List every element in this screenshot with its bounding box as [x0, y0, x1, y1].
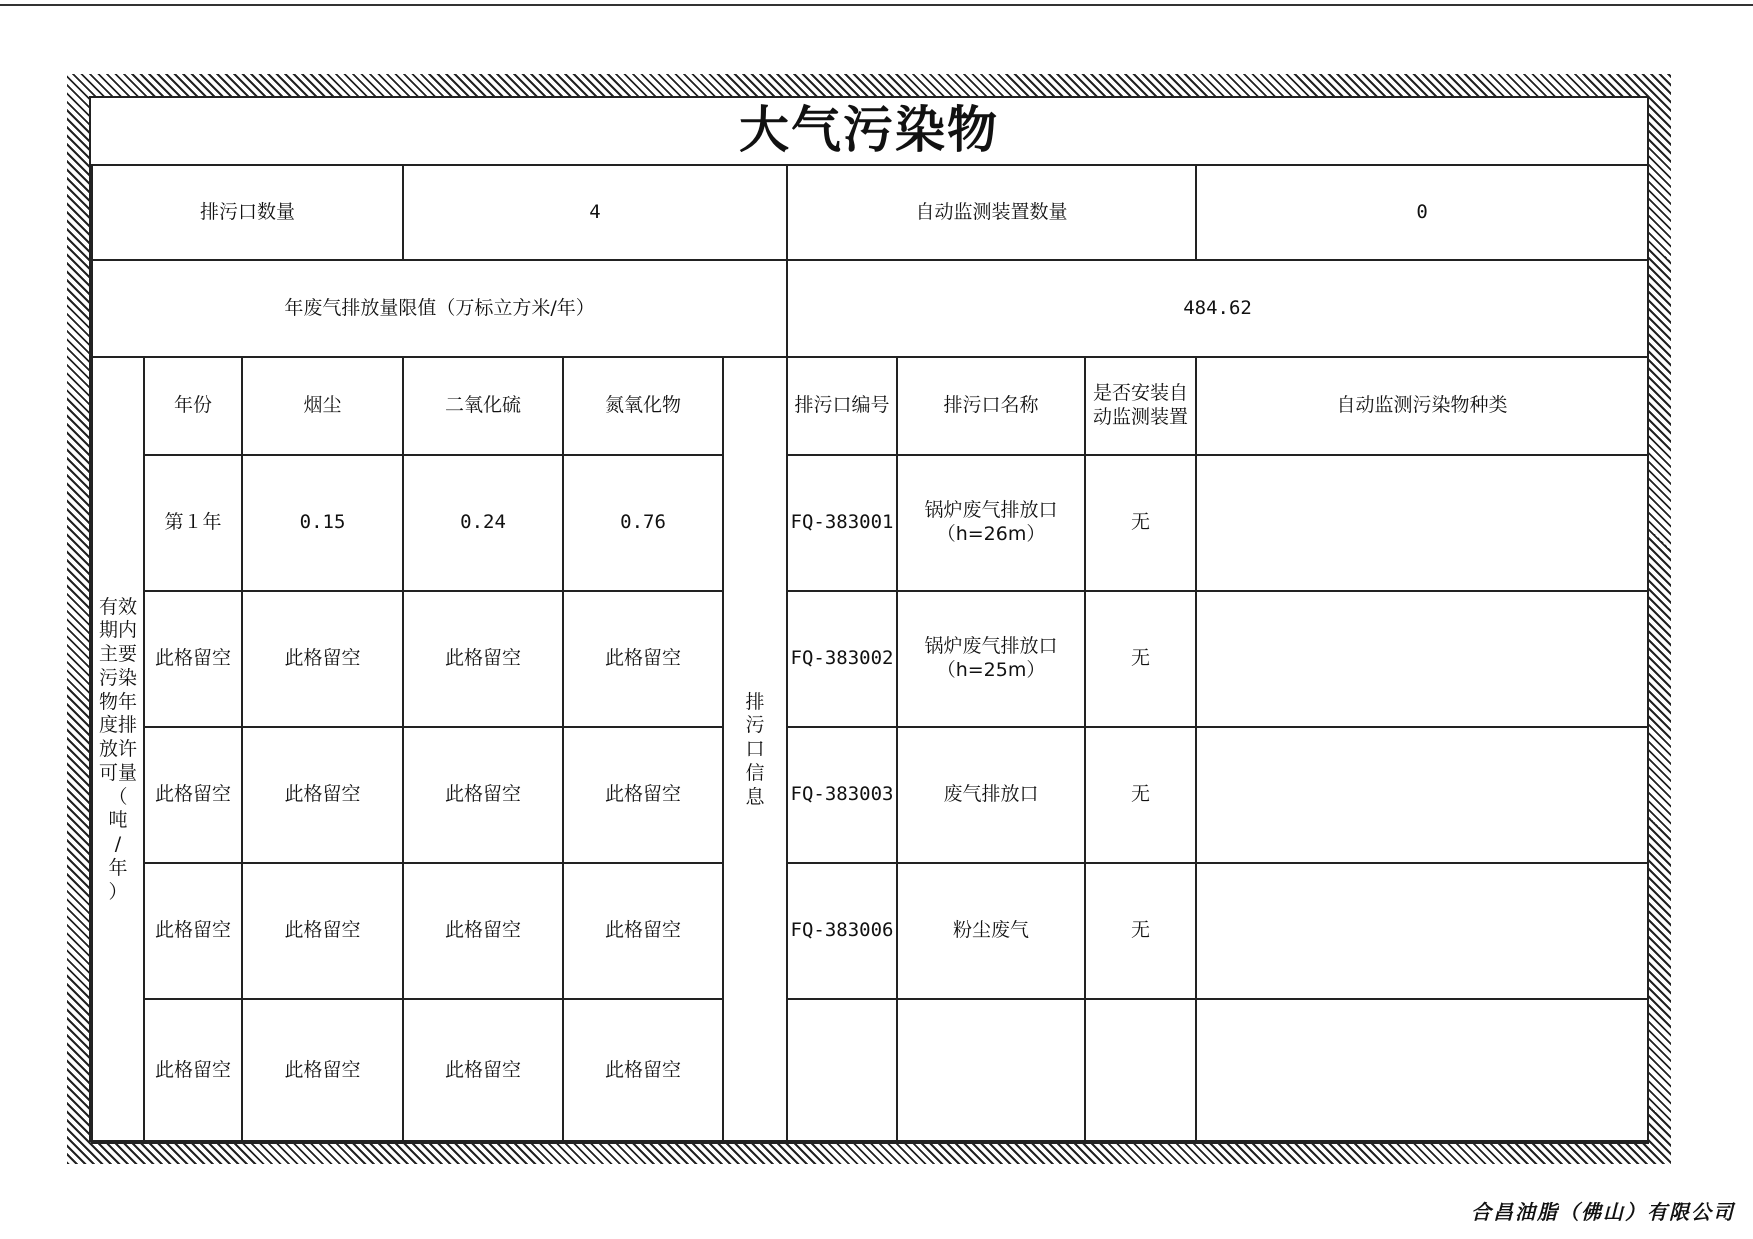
cell-so2: 此格留空: [403, 863, 563, 999]
table-row: [92, 863, 1648, 999]
limit-label: 年废气排放量限值（万标立方米/年）: [92, 260, 787, 357]
cell-auto-monitor: [1085, 999, 1196, 1143]
certificate-border: [67, 74, 1671, 1164]
table-row: [92, 727, 1648, 863]
summary-row-2: [92, 260, 1648, 357]
page-title: 大气污染物: [739, 101, 999, 159]
header-dust: 烟尘: [242, 357, 403, 455]
header-outlet-code: 排污口编号: [787, 357, 897, 455]
cell-monitor-types: [1196, 455, 1648, 591]
certificate-body: [89, 96, 1649, 1142]
header-outlet-name: 排污口名称: [897, 357, 1085, 455]
cell-dust: 此格留空: [242, 999, 403, 1143]
cell-monitor-types: [1196, 727, 1648, 863]
company-footer: 合昌油脂（佛山）有限公司: [1471, 1200, 1735, 1224]
cell-so2: 此格留空: [403, 999, 563, 1143]
outlet-count-value: 4: [403, 165, 787, 260]
pollutant-table: [91, 164, 1649, 1144]
cell-outlet-name: 废气排放口: [897, 727, 1085, 863]
cell-outlet-code: FQ-383002: [787, 591, 897, 727]
cell-year: 第１年: [144, 455, 242, 591]
cell-auto-monitor: 无: [1085, 455, 1196, 591]
cell-monitor-types: [1196, 591, 1648, 727]
header-so2: 二氧化硫: [403, 357, 563, 455]
cell-so2: 此格留空: [403, 591, 563, 727]
cell-outlet-code: FQ-383003: [787, 727, 897, 863]
permit-side-label: 有效 期内 主要 污染 物年 度排 放许 可量 （ 吨 / 年 ）: [92, 357, 144, 1143]
table-row: [92, 591, 1648, 727]
cell-dust: 此格留空: [242, 863, 403, 999]
cell-year: 此格留空: [144, 999, 242, 1143]
outlet-count-label: 排污口数量: [92, 165, 403, 260]
cell-so2: 此格留空: [403, 727, 563, 863]
outlet-side-label: 排 污 口 信 息: [723, 357, 787, 1143]
cell-auto-monitor: 无: [1085, 727, 1196, 863]
cell-nox: 此格留空: [563, 591, 723, 727]
summary-row-1: [92, 165, 1648, 260]
header-auto-monitor: 是否安装自动监测装置: [1085, 357, 1196, 455]
cell-outlet-code: FQ-383001: [787, 455, 897, 591]
cell-outlet-name: [897, 999, 1085, 1143]
cell-monitor-types: [1196, 999, 1648, 1143]
cell-outlet-name: 锅炉废气排放口 （h=26m）: [897, 455, 1085, 591]
cell-year: 此格留空: [144, 727, 242, 863]
cell-auto-monitor: 无: [1085, 591, 1196, 727]
cell-dust: 0.15: [242, 455, 403, 591]
cell-dust: 此格留空: [242, 727, 403, 863]
cell-year: 此格留空: [144, 863, 242, 999]
cell-outlet-code: [787, 999, 897, 1143]
monitor-count-label: 自动监测装置数量: [787, 165, 1196, 260]
cell-year: 此格留空: [144, 591, 242, 727]
cell-nox: 此格留空: [563, 999, 723, 1143]
cell-dust: 此格留空: [242, 591, 403, 727]
scan-top-line: [0, 4, 1753, 6]
cell-outlet-code: FQ-383006: [787, 863, 897, 999]
cell-auto-monitor: 无: [1085, 863, 1196, 999]
header-year: 年份: [144, 357, 242, 455]
cell-nox: 此格留空: [563, 727, 723, 863]
header-row: [92, 357, 1648, 455]
cell-nox: 此格留空: [563, 863, 723, 999]
header-monitor-types: 自动监测污染物种类: [1196, 357, 1648, 455]
cell-monitor-types: [1196, 863, 1648, 999]
table-row: [92, 455, 1648, 591]
monitor-count-value: 0: [1196, 165, 1648, 260]
table-row: [92, 999, 1648, 1143]
cell-outlet-name: 锅炉废气排放口 （h=25m）: [897, 591, 1085, 727]
cell-nox: 0.76: [563, 455, 723, 591]
limit-value: 484.62: [787, 260, 1648, 357]
header-nox: 氮氧化物: [563, 357, 723, 455]
cell-outlet-name: 粉尘废气: [897, 863, 1085, 999]
cell-so2: 0.24: [403, 455, 563, 591]
